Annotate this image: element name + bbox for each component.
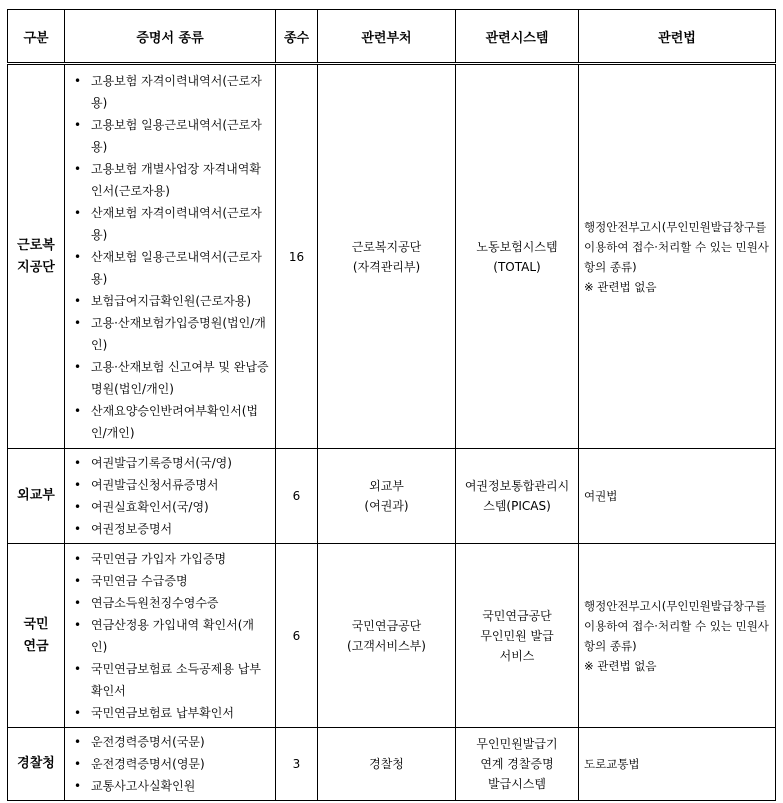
header-department: 관련부처 [318,10,456,64]
header-system: 관련시스템 [456,10,579,64]
table-row [8,64,776,449]
list-item: • 연금소득원천징수영수증 [69,592,269,614]
list-item: • 고용보험 자격이력내역서(근로자용) [69,70,269,114]
list-item: • 산재보험 자격이력내역서(근로자용) [69,202,269,246]
doc-list-cell [65,544,276,728]
list-item: • 여권발급기록증명서(국/영) [69,452,269,474]
doc-list [69,452,269,540]
list-item: • 여권실효확인서(국/영) [69,496,269,518]
law-cell: 도로교통법 [579,728,776,801]
count-cell: 3 [276,728,318,801]
header-count: 종수 [276,10,318,64]
doc-list [69,548,269,724]
header-category: 구분 [8,10,65,64]
org-name [8,544,65,728]
department-cell: 국민연금공단 (고객서비스부) [318,544,456,728]
list-item: • 산재요양승인반려여부확인서(법인/개인) [69,400,269,444]
org-name [8,64,65,449]
table-row [8,544,776,728]
list-item: • 국민연금 가입자 가입증명 [69,548,269,570]
count-cell: 6 [276,544,318,728]
certificate-table [7,9,776,801]
list-item: • 연금산정용 가입내역 확인서(개인) [69,614,269,658]
law-cell: 여권법 [579,449,776,544]
list-item: • 보험급여지급확인원(근로자용) [69,290,269,312]
list-item: • 국민연금보험료 납부확인서 [69,702,269,724]
system-cell: 노동보험시스템 (TOTAL) [456,64,579,449]
list-item: • 교통사고사실확인원 [69,775,269,797]
header-row [8,10,776,64]
header-law: 관련법 [579,10,776,64]
list-item: • 국민연금 수급증명 [69,570,269,592]
doc-list [69,731,269,797]
list-item: • 여권정보증명서 [69,518,269,540]
list-item: • 고용보험 일용근로내역서(근로자용) [69,114,269,158]
list-item: • 국민연금보험료 소득공제용 납부확인서 [69,658,269,702]
doc-list-cell [65,728,276,801]
document-table-wrapper [7,9,776,801]
org-label: 근로복지공단 [17,237,55,275]
list-item: • 고용·산재보험 신고여부 및 완납증명원(법인/개인) [69,356,269,400]
count-cell: 6 [276,449,318,544]
list-item: • 고용·산재보험가입증명원(법인/개인) [69,312,269,356]
doc-list [69,70,269,444]
system-cell: 여권정보통합관리시스템(PICAS) [456,449,579,544]
count-cell: 16 [276,64,318,449]
table-row [8,728,776,801]
doc-list-cell [65,64,276,449]
list-item: • 산재보험 일용근로내역서(근로자용) [69,246,269,290]
law-cell: 행정안전부고시(무인민원발급창구를 이용하여 접수·처리할 수 있는 민원사항의 종류) ※ 관련법 없음 [579,64,776,449]
system-cell: 국민연금공단 무인민원 발급 서비스 [456,544,579,728]
org-name: 외교부 [8,449,65,544]
list-item: • 운전경력증명서(영문) [69,753,269,775]
list-item: • 고용보험 개별사업장 자격내역확인서(근로자용) [69,158,269,202]
department-cell: 외교부 (여권과) [318,449,456,544]
department-cell: 경찰청 [318,728,456,801]
list-item: • 운전경력증명서(국문) [69,731,269,753]
list-item: • 여권발급신청서류증명서 [69,474,269,496]
department-cell: 근로복지공단 (자격관리부) [318,64,456,449]
doc-list-cell [65,449,276,544]
system-cell: 무인민원발급기 연계 경찰증명 발급시스템 [456,728,579,801]
table-row [8,449,776,544]
org-label: 국민연금 [23,616,49,654]
org-name: 경찰청 [8,728,65,801]
header-certificate-type: 증명서 종류 [65,10,276,64]
law-cell: 행정안전부고시(무인민원발급창구를 이용하여 접수·처리할 수 있는 민원사항의 종류) ※ 관련법 없음 [579,544,776,728]
